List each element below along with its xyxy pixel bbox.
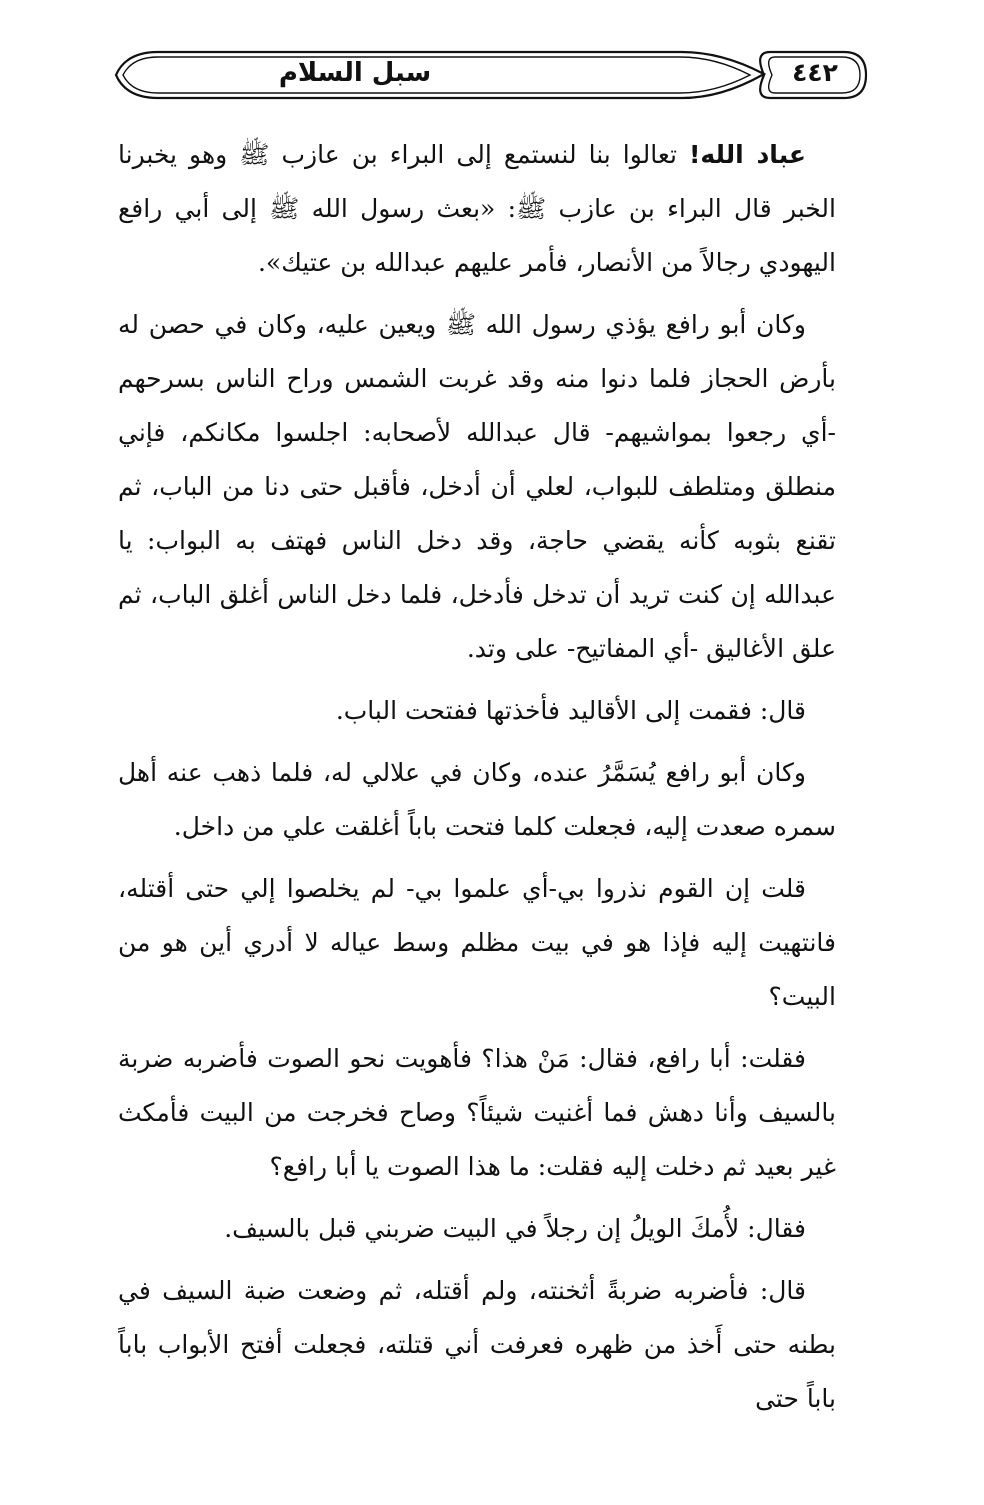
paragraph-2: وكان أبو رافع يؤذي رسول الله ﷺ ويعين عليه، وكان في حصن له بأرض الحجاز فلما دنوا منه وقد غربت الشمس وراح الناس بسرحهم -أي رجعوا بمواشيهم- قال عبدالله لأصحابه: اجلسوا مكانكم، فإني منطلق ومتلطف للبواب، لعلي أن أدخل، فأقبل حتى دنا من الباب، ثم تقنع بثوبه كأنه يقضي حاجة، وقد دخل الناس فهتف به البواب: يا عبدالله إن كنت تريد أن تدخل فأدخل، فلما دخل الناس أغلق الباب، ثم علق الأغاليق -أي المفاتيح- على وتد. [118, 310, 836, 663]
paragraph-lead: عباد الله! [688, 140, 806, 169]
paragraph-5: قلت إن القوم نذروا بي-أي علموا بي- لم يخلصوا إلي حتى أقتله، فانتهيت إليه فإذا هو في بيت مظلم وسط عياله لا أدري أين هو من البيت؟ [118, 874, 836, 1011]
paragraph-6: فقلت: أبا رافع، فقال: مَنْ هذا؟ فأهويت نحو الصوت فأضربه ضربة بالسيف وأنا دهش فما أغنيت شيئاً؟ وصاح فخرجت من البيت فأمكث غير بعيد ثم دخلت إليه فقلت: ما هذا الصوت يا أبا رافع؟ [118, 1044, 836, 1181]
paragraph-text: تعالوا بنا لنستمع إلى البراء بن عازب ﷺ وهو يخبرنا الخبر قال البراء بن عازب ﷺ: «بعث رسول الله ﷺ إلى أبي رافع اليهودي رجالاً من الأنصار، فأمر عليهم عبدالله بن عتيك». [118, 140, 836, 277]
paragraph-1 [118, 128, 836, 290]
page-number: ٤٤٢ [792, 58, 838, 87]
paragraph-3: قال: فقمت إلى الأقاليد فأخذتها ففتحت الباب. [335, 696, 806, 725]
paragraph-4: وكان أبو رافع يُسَمَّرُ عنده، وكان في علالي له، فلما ذهب عنه أهل سمره صعدت إليه، فجعلت كلما فتحت باباً أغلقت علي من داخل. [118, 758, 836, 841]
header-frame [110, 46, 872, 106]
book-title: سبل السلام [278, 58, 432, 88]
paragraph-8: قال: فأضربه ضربةً أثخنته، ولم أقتله، ثم وضعت ضبة السيف في بطنه حتى أَخذ من ظهره فعرفت أني قتلته، فجعلت أفتح الأبواب باباً باباً حتى [118, 1276, 836, 1413]
page-body [118, 128, 836, 1434]
paragraph-7: فقال: لأُمكَ الويلُ إن رجلاً في البيت ضربني قبل بالسيف. [224, 1214, 806, 1243]
page-header [110, 46, 872, 106]
